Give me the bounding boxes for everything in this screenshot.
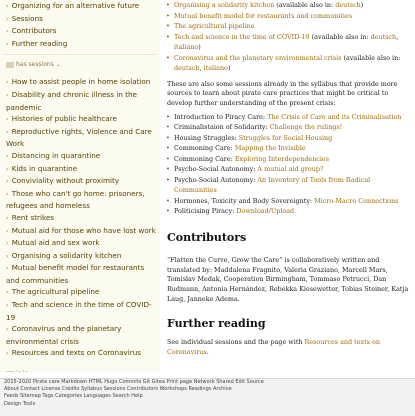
- sidebar-session-label: Mutual aid for those who have lost work: [11, 225, 156, 235]
- related-prefix: Housing Struggles:: [174, 133, 239, 142]
- related-prefix: Psycho-Social Autonomy:: [174, 175, 258, 184]
- related-link[interactable]: A mutual aid group?: [257, 165, 324, 174]
- sidebar-item[interactable]: [0, 25, 160, 38]
- sidebar-session-item[interactable]: [0, 188, 160, 212]
- sessions-language-list: [160, 0, 415, 74]
- is-in-icon: [6, 371, 14, 372]
- sidebar-top-list: [0, 0, 160, 50]
- chevron-right-icon: ›: [6, 214, 9, 222]
- chevron-right-icon: ›: [6, 265, 9, 273]
- sidebar-session-item[interactable]: [0, 163, 160, 176]
- sidebar-session-label: How to assist people in home isolation: [11, 77, 151, 87]
- further-reading-heading: Further reading: [167, 316, 266, 330]
- chevron-down-icon: [30, 370, 35, 372]
- sidebar-session-label: Resources and texts on Coronavirus: [11, 348, 142, 358]
- sidebar-session-label: The agricultural pipeline: [11, 287, 100, 297]
- list-item: [174, 154, 415, 165]
- sidebar-session-item[interactable]: [0, 286, 160, 299]
- chevron-right-icon: ›: [6, 289, 9, 297]
- sidebar-item-label: Contributors: [11, 26, 57, 36]
- status-line-4: Design Tools: [4, 400, 36, 407]
- related-link[interactable]: Micro-Macro Connections: [314, 196, 399, 205]
- sidebar-session-item[interactable]: [0, 347, 160, 360]
- list-item: [174, 21, 415, 32]
- language-link[interactable]: deutsch: [370, 32, 397, 41]
- related-link[interactable]: Struggles for Social Housing: [238, 133, 333, 142]
- related-prefix: Psycho-Social Autonomy:: [174, 165, 258, 174]
- related-prefix: Introduction to Piracy Care:: [174, 112, 268, 121]
- session-link[interactable]: Organising a solidarity kitchen: [174, 1, 275, 9]
- chevron-right-icon: ›: [6, 116, 9, 124]
- further-suffix: .: [206, 347, 209, 356]
- sidebar: [0, 0, 160, 372]
- list-item: [174, 196, 415, 207]
- related-link[interactable]: Download/Upload: [236, 207, 295, 216]
- language-link[interactable]: deutsch: [335, 1, 361, 9]
- session-link[interactable]: Mutual benefit model for restaurants and communities: [174, 11, 353, 20]
- availability-note: (available also in:: [309, 32, 371, 41]
- sidebar-session-item[interactable]: [0, 212, 160, 225]
- sidebar-session-label: Those who can't go home: prisoners, refugees and homeless: [6, 188, 145, 211]
- chevron-right-icon: ›: [6, 28, 9, 36]
- chevron-right-icon: ›: [6, 302, 9, 310]
- sidebar-session-label: Rent strikes: [11, 212, 55, 222]
- resources-link[interactable]: Resources and texts on Coronavirus: [167, 337, 380, 356]
- chevron-down-icon: ⌄: [55, 61, 61, 69]
- is-in-toggle[interactable]: [0, 370, 160, 372]
- availability-end: ): [198, 43, 201, 51]
- main-content: [160, 0, 415, 372]
- sidebar-session-label: Reproductive rights, Violence and Care Work: [6, 126, 152, 149]
- sidebar-session-item[interactable]: [0, 89, 160, 113]
- language-link[interactable]: italiano: [203, 64, 228, 72]
- language-link[interactable]: italiano: [174, 43, 199, 51]
- availability-note: (available also in:: [274, 1, 336, 9]
- list-item: [174, 175, 415, 196]
- is-in-label: [16, 370, 28, 372]
- further-reading-text: [160, 338, 415, 358]
- sidebar-sessions-list: [0, 76, 160, 360]
- sidebar-session-item[interactable]: [0, 76, 160, 89]
- list-item: • Tech and science in the time of COVID-19 (available also in: deutsch, italiano): [174, 32, 415, 53]
- sidebar-session-label: Organising a solidarity kitchen: [11, 250, 122, 260]
- list-item: [174, 206, 415, 217]
- list-item: [174, 112, 415, 123]
- sidebar-session-label: Mutual benefit model for restaurants and communities: [6, 263, 145, 285]
- sidebar-session-label: Kids in quarantine: [11, 163, 78, 173]
- status-line-2: About Contact License Credits Syllabus Sessions Contributors Workshops Readings Archive: [4, 386, 232, 393]
- session-link[interactable]: Coronavirus and the planetary environmental crisis: [174, 53, 342, 62]
- chevron-right-icon: ›: [6, 152, 9, 160]
- sidebar-session-item[interactable]: [0, 175, 160, 188]
- sidebar-session-label: Distancing in quarantine: [11, 150, 101, 160]
- availability-end: ): [360, 1, 364, 9]
- availability-note: (available also in:: [341, 53, 401, 62]
- sidebar-session-label: Tech and science in the time of COVID-19: [6, 300, 152, 322]
- related-link[interactable]: Exploring Interdependencies: [234, 154, 329, 163]
- chevron-right-icon: ›: [6, 326, 9, 334]
- related-prefix: Hormones, Toxicity and Body Sovereignty:: [174, 196, 315, 205]
- further-prefix: See individual sessions and the page with: [167, 337, 305, 346]
- sidebar-item-label: Further reading: [11, 38, 68, 48]
- sidebar-item-label: Organizing for an alternative future: [11, 1, 140, 10]
- chevron-right-icon: ›: [6, 165, 9, 173]
- related-link[interactable]: An Inventory of Tools from Radical Communities: [174, 175, 371, 195]
- related-link[interactable]: Challenge the rulings!: [269, 123, 343, 132]
- session-link[interactable]: The agricultural pipeline: [174, 22, 255, 30]
- session-link[interactable]: Tech and science in the time of COVID-19: [174, 32, 310, 41]
- sidebar-session-item[interactable]: [0, 225, 160, 238]
- chevron-right-icon: ›: [6, 15, 9, 23]
- intro-paragraph: These are also some sessions already in the syllabus that provide more sources to learn about pirate care practices that might be critical to develop further understanding of the present crisis:: [167, 79, 398, 108]
- sidebar-session-label: Conviviality without proximity: [11, 176, 120, 186]
- language-link[interactable]: deutsch: [174, 64, 200, 72]
- sidebar-divider: [4, 54, 156, 55]
- chevron-right-icon: ›: [6, 252, 9, 260]
- list-item: [174, 0, 415, 11]
- has-sessions-icon: [6, 62, 14, 68]
- list-item: [174, 164, 415, 175]
- sidebar-session-item[interactable]: [0, 237, 160, 250]
- sidebar-session-label: Coronavirus and the planetary environmental crisis: [6, 324, 122, 346]
- sidebar-session-item[interactable]: [0, 299, 160, 323]
- availability-end: ): [227, 64, 231, 72]
- list-item: • Coronavirus and the planetary environmental crisis (available also in: deutsch, italiano): [174, 53, 415, 74]
- sidebar-item[interactable]: [0, 0, 160, 13]
- chevron-right-icon: ›: [6, 91, 9, 99]
- sidebar-session-label: Mutual aid and sex work: [11, 238, 100, 248]
- chevron-right-icon: ›: [6, 240, 9, 248]
- sidebar-session-item[interactable]: [0, 126, 160, 150]
- chevron-right-icon: ›: [6, 40, 9, 48]
- has-sessions-label: has sessions: [16, 61, 54, 69]
- contributors-heading: Contributors: [167, 230, 247, 244]
- status-line-1: 2015-2020 Pirate care Markdown HTML Hugo Commits Git Gitea Print page Network Shared Edit Source: [4, 379, 264, 385]
- related-prefix: Politicising Piracy:: [174, 207, 237, 216]
- list-item: [174, 133, 415, 144]
- contributors-text: “Flatten the Curve, Grow the Care” is collaboratively written and translated by: Maddalena Fragnito, Valeria Graziano, Marcell Mars, Tomislav Medak, Cooperation Birmingham, Tommaso Petrucci, Dan Rudmann, Antonia Hernández, Rebekka Kiesewetter, Tobias Steiner, Katja Laug, Janneke Adema.: [167, 255, 409, 304]
- chevron-right-icon: ›: [6, 79, 9, 87]
- sidebar-item-label: Sessions: [11, 13, 43, 23]
- chevron-right-icon: ›: [6, 128, 9, 136]
- chevron-right-icon: ›: [6, 190, 9, 198]
- sidebar-session-item[interactable]: [0, 150, 160, 163]
- has-sessions-toggle[interactable]: [0, 61, 160, 68]
- status-bar: [0, 378, 415, 416]
- related-prefix: Commoning Care:: [174, 154, 235, 163]
- chevron-right-icon: ›: [6, 350, 9, 358]
- sidebar-item[interactable]: [0, 13, 160, 26]
- related-link[interactable]: Mapping the Invisible: [234, 144, 306, 153]
- sidebar-session-label: Histories of public healthcare: [11, 114, 117, 124]
- related-prefix: Criminalistaion of Solidarity:: [174, 123, 270, 132]
- sidebar-session-item[interactable]: [0, 262, 160, 286]
- related-sessions-list: [160, 112, 415, 217]
- chevron-right-icon: ›: [6, 227, 9, 235]
- list-item: [174, 11, 415, 22]
- sidebar-session-item[interactable]: [0, 323, 160, 347]
- related-prefix: Commoning Care:: [174, 144, 235, 153]
- sidebar-item[interactable]: [0, 38, 160, 51]
- list-item: [174, 143, 415, 154]
- status-line-3: Feeds Sitemap Tags Categories Languages Search Help: [4, 393, 143, 400]
- related-link[interactable]: The Crisis of Care and its Criminalisation: [267, 112, 402, 121]
- chevron-right-icon: ›: [6, 178, 9, 186]
- sidebar-session-item[interactable]: [0, 113, 160, 126]
- list-item: [174, 122, 415, 133]
- sidebar-session-label: Disability and chronic illness in the pandemic: [6, 89, 137, 112]
- chevron-right-icon: ›: [6, 3, 9, 10]
- sidebar-session-item[interactable]: [0, 250, 160, 263]
